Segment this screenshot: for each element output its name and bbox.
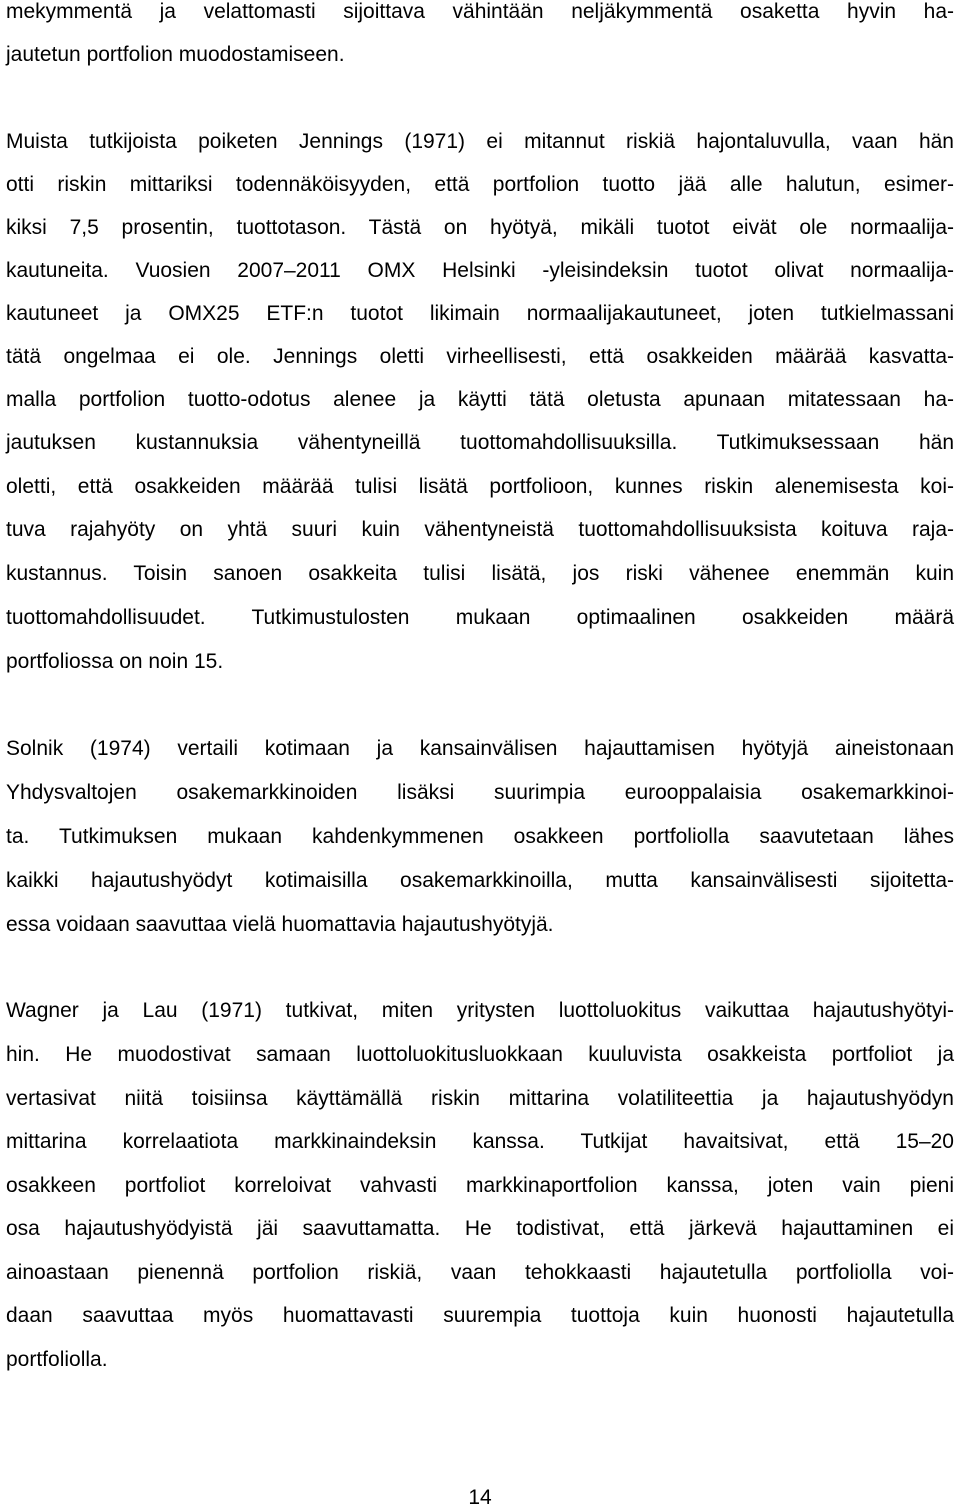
- paragraph-3-line-2: Yhdysvaltojen osakemarkkinoiden lisäksi suurimpia eurooppalaisia osakemarkkinoi-: [6, 781, 954, 804]
- paragraph-2-line-12: tuottomahdollisuudet. Tutkimustulosten mukaan optimaalinen osakkeiden määrä: [6, 606, 954, 629]
- paragraph-2-line-3: kiksi 7,5 prosentin, tuottotason. Tästä on hyötyä, mikäli tuotot eivät ole normaalija-: [6, 216, 954, 239]
- paragraph-4-line-5: osakkeen portfoliot korreloivat vahvasti markkinaportfolion kanssa, joten vain pieni: [6, 1174, 954, 1197]
- paragraph-3-line-1: Solnik (1974) vertaili kotimaan ja kansainvälisen hajauttamisen hyötyjä aineistonaan: [6, 737, 954, 760]
- paragraph-2-line-2: otti riskin mittariksi todennäköisyyden, että portfolion tuotto jää alle halutun, esimer-: [6, 173, 954, 196]
- page-number: 14: [468, 1486, 492, 1509]
- paragraph-4-line-2: hin. He muodostivat samaan luottoluokitusluokkaan kuuluvista osakkeista portfoliot ja: [6, 1043, 954, 1066]
- paragraph-4-line-1: Wagner ja Lau (1971) tutkivat, miten yritysten luottoluokitus vaikuttaa hajautushyötyi-: [6, 999, 954, 1022]
- paragraph-2-line-10: tuva rajahyöty on yhtä suuri kuin vähentyneistä tuottomahdollisuuksista koituva raja-: [6, 518, 954, 541]
- paragraph-4-line-7: ainoastaan pienennä portfolion riskiä, vaan tehokkaasti hajautetulla portfoliolla voi-: [6, 1261, 954, 1284]
- paragraph-4-line-8: daan saavuttaa myös huomattavasti suurempia tuottoja kuin huonosti hajautetulla: [6, 1304, 954, 1327]
- paragraph-1-line-2: jautetun portfolion muodostamiseen.: [6, 43, 345, 66]
- paragraph-2-line-9: oletti, että osakkeiden määrää tulisi lisätä portfolioon, kunnes riskin alenemisesta koi-: [6, 475, 954, 498]
- paragraph-3-line-4: kaikki hajautushyödyt kotimaisilla osakemarkkinoilla, mutta kansainvälisesti sijoitetta-: [6, 869, 954, 892]
- paragraph-2-line-7: malla portfolion tuotto-odotus alenee ja käytti tätä oletusta apunaan mitatessaan ha-: [6, 388, 954, 411]
- paragraph-4-line-4: mittarina korrelaatiota markkinaindeksin kanssa. Tutkijat havaitsivat, että 15–20: [6, 1130, 954, 1153]
- paragraph-3-line-3: ta. Tutkimuksen mukaan kahdenkymmenen osakkeen portfoliolla saavutetaan lähes: [6, 825, 954, 848]
- paragraph-4-line-9: portfoliolla.: [6, 1348, 108, 1371]
- paragraph-2-line-11: kustannus. Toisin sanoen osakkeita tulisi lisätä, jos riski vähenee enemmän kuin: [6, 562, 954, 585]
- paragraph-4-line-3: vertasivat niitä toisiinsa käyttämällä riskin mittarina volatiliteettia ja hajautushyödyn: [6, 1087, 954, 1110]
- paragraph-2-line-5: kautuneet ja OMX25 ETF:n tuotot likimain normaalijakautuneet, joten tutkielmassani: [6, 302, 954, 325]
- paragraph-2-line-8: jautuksen kustannuksia vähentyneillä tuottomahdollisuuksilla. Tutkimuksessaan hän: [6, 431, 954, 454]
- paragraph-2-line-1: Muista tutkijoista poiketen Jennings (1971) ei mitannut riskiä hajontaluvulla, vaan hän: [6, 130, 954, 153]
- paragraph-2-line-13: portfoliossa on noin 15.: [6, 650, 224, 673]
- paragraph-2-line-4: kautuneita. Vuosien 2007–2011 OMX Helsinki -yleisindeksin tuotot olivat normaalija-: [6, 259, 954, 282]
- paragraph-3-line-5: essa voidaan saavuttaa vielä huomattavia hajautushyötyjä.: [6, 913, 554, 936]
- paragraph-4-line-6: osa hajautushyödyistä jäi saavuttamatta. He todistivat, että järkevä hajauttaminen ei: [6, 1217, 954, 1240]
- paragraph-2-line-6: tätä ongelmaa ei ole. Jennings oletti virheellisesti, että osakkeiden määrää kasvatta-: [6, 345, 954, 368]
- paragraph-1-line-1: mekymmentä ja velattomasti sijoittava vähintään neljäkymmentä osaketta hyvin ha-: [6, 0, 954, 23]
